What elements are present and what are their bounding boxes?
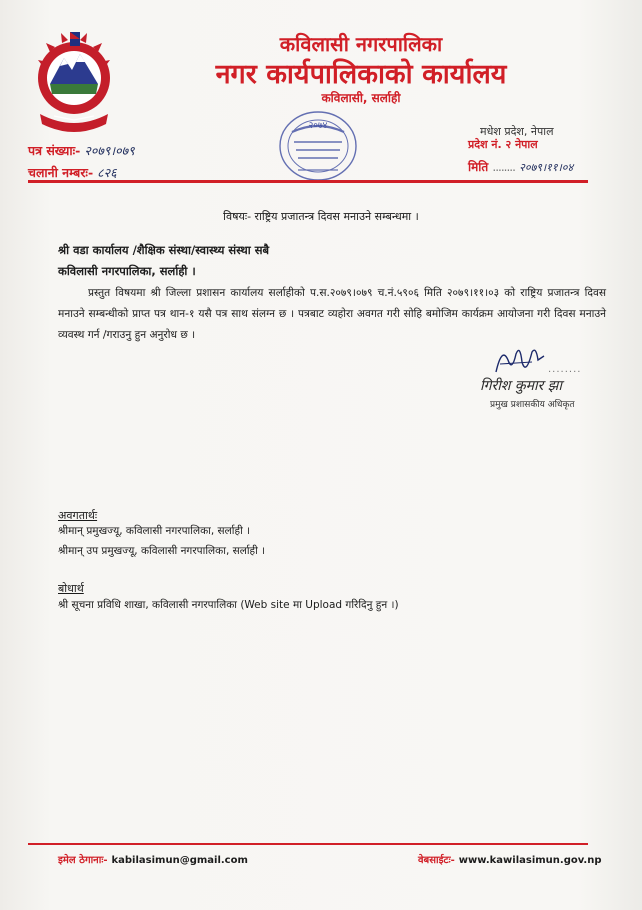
footer-divider: [28, 843, 588, 845]
cc-line-2: श्रीमान् उप प्रमुखज्यू, कविलासी नगरपालिका, सर्लाही ।: [58, 545, 266, 557]
reference-number: [28, 142, 135, 159]
stamp-year: २०७४: [308, 121, 328, 131]
recipient-line-1: श्री वडा कार्यालय /शैक्षिक संस्था/स्वास्थ्य संस्था सबै: [58, 243, 270, 257]
email-label: इमेल ठेगानाः-: [58, 855, 108, 866]
cc-heading: अवगतार्थः: [58, 509, 98, 522]
date-label: मिति: [468, 160, 489, 174]
letter-body: [58, 283, 606, 346]
patra-value: २०७९।०७९: [84, 143, 135, 158]
province-address: मधेश प्रदेश, नेपाल: [480, 125, 554, 138]
patra-label: पत्र संख्याः-: [28, 143, 81, 158]
chalani-value: ८२६: [97, 165, 117, 180]
website-label: वेबसाईटः-: [418, 855, 455, 866]
office-location: कविलासी, सर्लाही: [321, 91, 401, 105]
signature-dots: ........: [548, 364, 582, 375]
office-title: नगर कार्यपालिकाको कार्यालय: [215, 59, 507, 90]
footer-email: [58, 852, 248, 866]
email-value: kabilasimun@gmail.com: [111, 855, 248, 866]
info-line-1: श्री सूचना प्रविधि शाखा, कविलासी नगरपालिका (Web site मा Upload गरिदिनु हुन ।): [58, 599, 399, 611]
signer-name: गिरीश कुमार झा: [480, 378, 562, 394]
municipality-name: कविलासी नगरपालिका: [279, 32, 443, 56]
website-value: www.kawilasimun.gov.np: [458, 855, 602, 866]
date-dots: ........: [492, 160, 515, 174]
signer-designation: प्रमुख प्रशासकीय अधिकृत: [490, 400, 575, 410]
province-address-printed: प्रदेश नं. २ नेपाल: [468, 138, 538, 151]
header-divider: [28, 180, 588, 183]
info-heading: बोधार्थ: [58, 582, 84, 595]
date-field: [468, 158, 573, 175]
dispatch-number: [28, 164, 117, 181]
recipient-line-2: कविलासी नगरपालिका, सर्लाही ।: [58, 264, 196, 278]
chalani-label: चलानी नम्बरः-: [28, 165, 94, 180]
subject-line: विषयः- राष्ट्रिय प्रजातन्त्र दिवस मनाउने सम्बन्धमा ।: [223, 210, 419, 223]
cc-line-1: श्रीमान् प्रमुखज्यू, कविलासी नगरपालिका, सर्लाही ।: [58, 525, 251, 537]
footer-website: [418, 852, 602, 866]
date-value: २०७९।११।०४: [519, 161, 574, 174]
letter-body-text: प्रस्तुत विषयमा श्री जिल्ला प्रशासन कार्यालय सर्लाहीको प.स.२०७९।०७९ च.नं.५९०६ मिति २०७९।११।०३ को राष्ट्रिय प्रजातन्त्र दिवस मनाउने सम्बन्धीको प्राप्त पत्र थान-१ यसै पत्र साथ संलग्न छ । पत्रबाट व्यहोरा अवगत गरी सोहि बमोजिम कार्यक्रम आयोजना गरी दिवस मनाउने व्यवस्थ गर्न /गराउनु हुन अनुरोध छ ।: [58, 287, 606, 341]
